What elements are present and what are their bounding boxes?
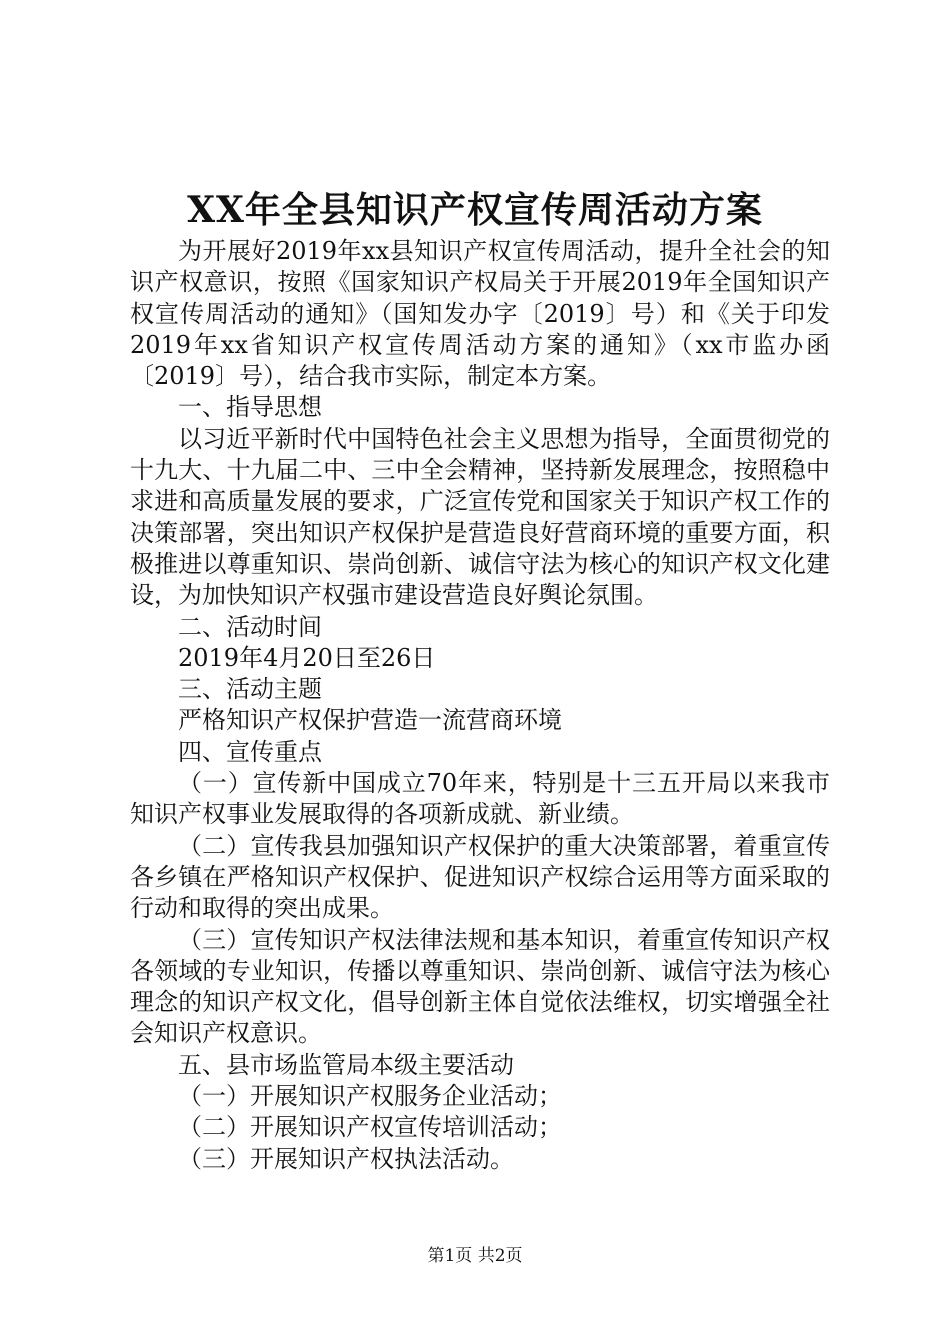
main-activity-item-3: （三）开展知识产权执法活动。: [178, 1144, 514, 1173]
section-heading-activity-theme: 三、活动主题: [178, 675, 322, 704]
section-heading-main-activities: 五、县市场监管局本级主要活动: [178, 1050, 514, 1079]
main-activity-item-1: （一）开展知识产权服务企业活动；: [178, 1082, 562, 1111]
activity-theme-text: 严格知识产权保护营造一流营商环境: [178, 706, 562, 735]
section-heading-guiding-ideology: 一、指导思想: [178, 393, 322, 422]
guiding-ideology-paragraph: 以习近平新时代中国特色社会主义思想为指导，全面贯彻党的十九大、十九届二中、三中全会精神，坚持新发展理念，按照稳中求进和高质量发展的要求，广泛宣传党和国家关于知识产权工作的决策部署，突出知识产权保护是营造良好营商环境的重要方面，积极推进以尊重知识、崇尚创新、诚信守法为核心的知识产权文化建设，为加快知识产权强市建设营造良好舆论氛围。: [130, 424, 830, 610]
activity-time-text: 2019年4月20日至26日: [178, 643, 436, 672]
main-activity-item-2: （二）开展知识产权宣传培训活动；: [178, 1113, 562, 1142]
publicity-focus-item-2: （二）宣传我县加强知识产权保护的重大决策部署，着重宣传各乡镇在严格知识产权保护、促进知识产权综合运用等方面采取的行动和取得的突出成果。: [130, 831, 830, 923]
document-body: [130, 236, 830, 1175]
page-number-footer: 第1页 共2页: [427, 1246, 523, 1266]
document-title: XX年全县知识产权宣传周活动方案: [187, 189, 763, 231]
publicity-focus-item-1: （一）宣传新中国成立70年来，特别是十三五开局以来我市知识产权事业发展取得的各项新成就、新业绩。: [130, 769, 830, 829]
section-heading-publicity-focus: 四、宣传重点: [178, 737, 322, 766]
section-heading-activity-time: 二、活动时间: [178, 612, 322, 641]
publicity-focus-item-3: （三）宣传知识产权法律法规和基本知识，着重宣传知识产权各领域的专业知识，传播以尊重知识、崇尚创新、诚信守法为核心理念的知识产权文化，倡导创新主体自觉依法维权，切实增强全社会知识产权意识。: [130, 925, 830, 1048]
intro-paragraph: 为开展好2019年xx县知识产权宣传周活动，提升全社会的知识产权意识，按照《国家知识产权局关于开展2019年全国知识产权宣传周活动的通知》（国知发办字〔2019〕号）和《关于印发2019年xx省知识产权宣传周活动方案的通知》（xx市监办函〔2019〕号），结合我市实际，制定本方案。: [130, 237, 830, 391]
